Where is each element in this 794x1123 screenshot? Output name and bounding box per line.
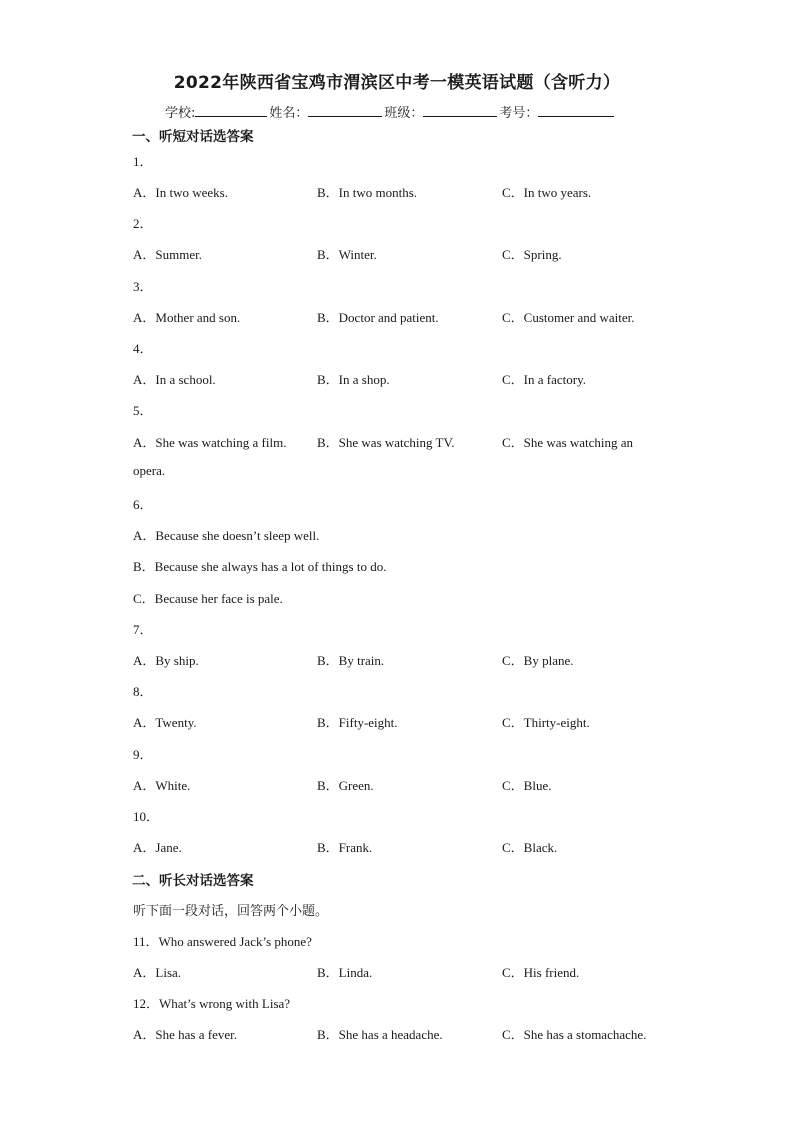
option-b[interactable]: B．Because she always has a lot of things to do. [133,559,387,574]
options-row [0,1024,794,1044]
question-stem: 11．Who answered Jack’s phone? [133,934,312,949]
option-c[interactable]: C．In a factory. [502,372,586,387]
options-row [0,182,794,202]
options-row [0,712,794,732]
option-a[interactable]: A．By ship. [133,653,199,668]
option-b[interactable]: B．In two months. [317,185,418,200]
question-number: 10． [133,809,160,824]
options-row [0,307,794,327]
option-c[interactable]: C．Customer and waiter. [502,310,635,325]
section-2-instruction: 听下面一段对话，回答两个小题。 [133,904,329,919]
option-a[interactable]: A．She has a fever. [133,1027,237,1042]
question-number: 2． [133,216,153,231]
option-a[interactable]: A．Because she doesn’t sleep well. [133,528,320,543]
option-c[interactable]: C．Blue. [502,778,552,793]
question-stem: 12．What’s wrong with Lisa? [133,996,291,1011]
option-b[interactable]: B．Frank. [317,840,373,855]
option-c[interactable]: C．By plane. [502,653,574,668]
option-c-continuation: opera. [133,463,166,478]
name-label: 姓名： [269,106,309,121]
option-b[interactable]: B．Doctor and patient. [317,310,439,325]
options-row [0,962,794,982]
options-row [0,837,794,857]
option-b[interactable]: B．By train. [317,653,385,668]
id-blank[interactable] [538,104,614,117]
option-a[interactable]: A．Lisa. [133,965,182,980]
name-blank[interactable] [308,104,382,117]
option-a[interactable]: A．In two weeks. [133,185,228,200]
option-b[interactable]: B．Fifty-eight. [317,715,398,730]
option-b[interactable]: B．Linda. [317,965,373,980]
option-a[interactable]: A．White. [133,778,191,793]
options-row [0,650,794,670]
option-c[interactable]: C．Spring. [502,247,562,262]
option-b[interactable]: B．She was watching TV. [317,435,455,450]
option-c[interactable]: C．Thirty-eight. [502,715,590,730]
option-a[interactable]: A．Mother and son. [133,310,241,325]
options-row [0,244,794,264]
question-number: 7． [133,622,153,637]
option-b[interactable]: B．Winter. [317,247,377,262]
question-number: 3． [133,279,153,294]
option-b[interactable]: B．In a shop. [317,372,390,387]
option-c[interactable]: C．His friend. [502,965,580,980]
option-c[interactable]: C．Because her face is pale. [133,591,283,606]
option-a[interactable]: A．She was watching a film. [133,435,287,450]
section-1-heading: 一、听短对话选答案 [132,129,254,145]
option-c[interactable]: C．Black. [502,840,558,855]
class-blank[interactable] [423,104,497,117]
class-label: 班级： [384,106,424,121]
option-c[interactable]: C．In two years. [502,185,592,200]
question-number: 5． [133,403,153,418]
option-a[interactable]: A．Twenty. [133,715,197,730]
school-blank[interactable] [195,104,267,117]
option-c[interactable]: C．She has a stomachache. [502,1027,647,1042]
options-row [0,432,794,452]
options-row [0,775,794,795]
section-2-heading: 二、听长对话选答案 [132,873,254,889]
option-a[interactable]: A．In a school. [133,372,216,387]
exam-title: 2022年陕西省宝鸡市渭滨区中考一模英语试题（含听力） [173,73,621,93]
option-a[interactable]: A．Jane. [133,840,182,855]
question-number: 9． [133,747,153,762]
options-row [0,369,794,389]
option-b[interactable]: B．Green. [317,778,374,793]
question-number: 6． [133,497,153,512]
option-c[interactable]: C．She was watching an [502,435,634,450]
school-label: 学校: [165,106,196,121]
question-number: 4． [133,341,153,356]
option-b[interactable]: B．She has a headache. [317,1027,443,1042]
option-a[interactable]: A．Summer. [133,247,202,262]
id-label: 考号： [499,106,539,121]
question-number: 8． [133,684,153,699]
student-info-line [165,102,616,121]
question-number: 1． [133,154,153,169]
